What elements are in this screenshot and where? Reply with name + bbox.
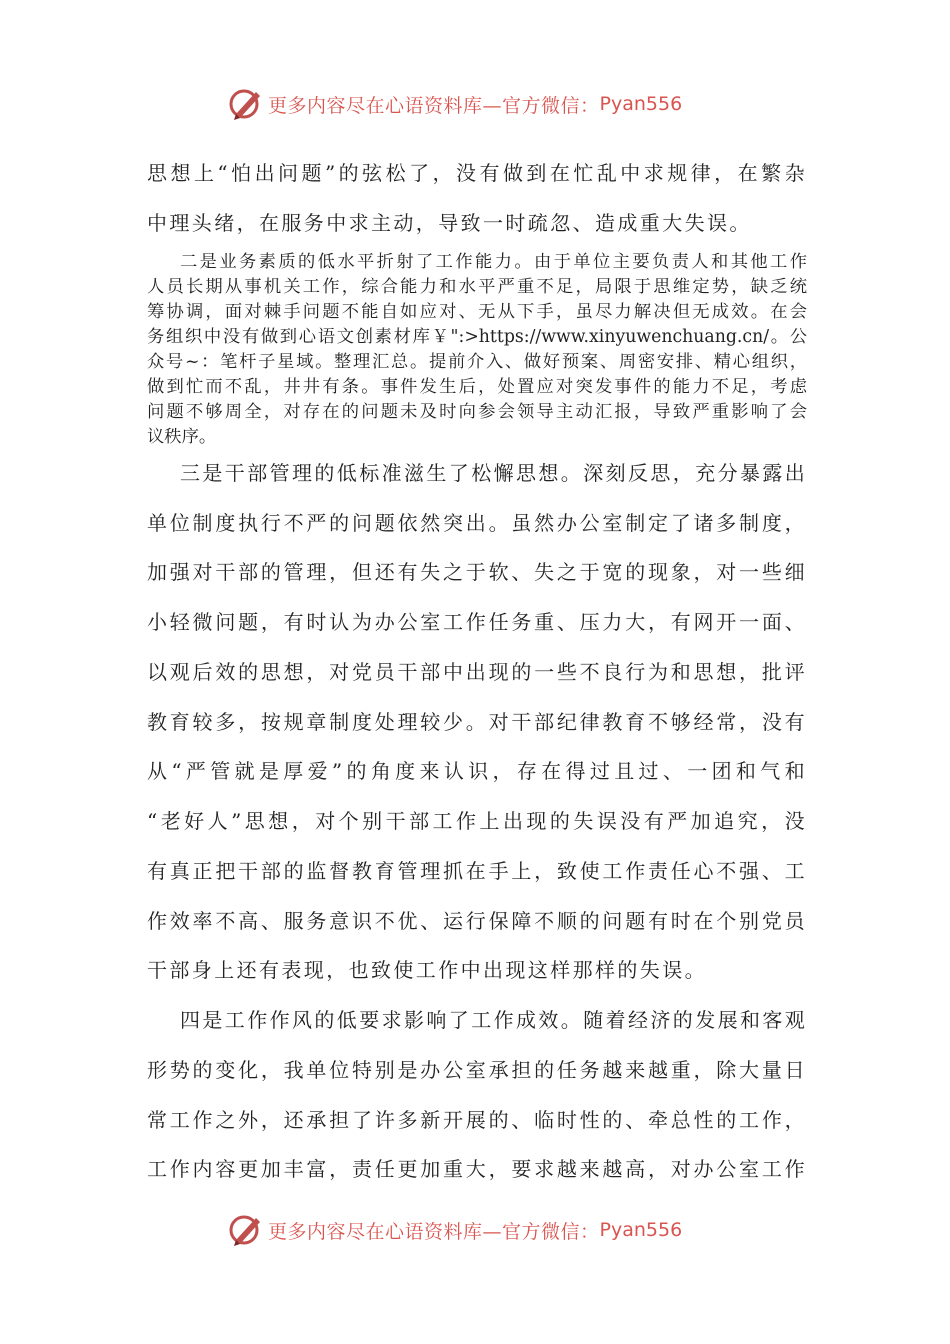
pen-logo-icon <box>226 1210 266 1250</box>
header-text: 更多内容尽在心语资料库—官方微信： <box>268 94 600 117</box>
p3-line-5: 以观后效的思想，对党员干部中出现的一些不良行为和思想，批评 <box>147 660 807 684</box>
p4-line-4: 工作内容更加丰富，责任更加重大，要求越来越高，对办公室工作 <box>147 1157 807 1181</box>
p2-line-4: 务组织中没有做到心语文创素材库￥":>https://www.xinyuwenchuang.cn/。公 <box>147 327 807 347</box>
p3-line-4: 小轻微问题，有时认为办公室工作任务重、压力大，有网开一面、 <box>147 610 807 634</box>
p3-line-8: “老好人”思想，对个别干部工作上出现的失误没有严加追究，没 <box>147 809 807 833</box>
p3-line-2: 单位制度执行不严的问题依然突出。虽然办公室制定了诸多制度， <box>147 511 807 535</box>
p2-line-3: 筹协调，面对棘手问题不能自如应对、无从下手，虽尽力解决但无成效。在会 <box>147 302 807 322</box>
p3-line-7: 从“严管就是厚爱”的角度来认识，存在得过且过、一团和气和 <box>147 759 807 783</box>
p3-line-6: 教育较多，按规章制度处理较少。对干部纪律教育不够经常，没有 <box>147 710 807 734</box>
footer-text: 更多内容尽在心语资料库—官方微信： <box>268 1220 600 1243</box>
header-wechat-id: Pyan556 <box>599 93 683 115</box>
header-banner <box>0 84 950 124</box>
p3-line-9: 有真正把干部的监督教育管理抓在手上，致使工作责任心不强、工 <box>147 859 807 883</box>
p4-line-1: 四是工作作风的低要求影响了工作成效。随着经济的发展和客观 <box>180 1008 808 1032</box>
pen-logo-icon <box>226 84 266 124</box>
p4-line-2: 形势的变化，我单位特别是办公室承担的任务越来越重，除大量日 <box>147 1058 807 1082</box>
p3-line-3: 加强对干部的管理，但还有失之于软、失之于宽的现象，对一些细 <box>147 560 807 584</box>
p3-line-1: 三是干部管理的低标准滋生了松懈思想。深刻反思，充分暴露出 <box>180 461 808 485</box>
p2-line-2: 人员长期从事机关工作，综合能力和水平严重不足，局限于思维定势，缺乏统 <box>147 277 807 297</box>
p1-line-1: 思想上“怕出问题”的弦松了，没有做到在忙乱中求规律，在繁杂 <box>147 161 807 185</box>
p2-line-8: 议秩序。 <box>147 427 217 447</box>
p3-line-11: 干部身上还有表现，也致使工作中出现这样那样的失误。 <box>147 958 707 982</box>
p2-line-6: 做到忙而不乱，井井有条。事件发生后，处置应对突发事件的能力不足，考虑 <box>147 377 807 397</box>
p4-line-3: 常工作之外，还承担了许多新开展的、临时性的、牵总性的工作， <box>147 1108 807 1132</box>
p2-line-1: 二是业务素质的低水平折射了工作能力。由于单位主要负责人和其他工作 <box>180 252 807 272</box>
p2-line-7: 问题不够周全，对存在的问题未及时向参会领导主动汇报，导致严重影响了会 <box>147 402 807 422</box>
p2-line-5: 众号~：笔杆子星域。整理汇总。提前介入、做好预案、周密安排、精心组织， <box>147 352 807 372</box>
p3-line-10: 作效率不高、服务意识不优、运行保障不顺的问题有时在个别党员 <box>147 909 807 933</box>
p1-line-2: 中理头绪，在服务中求主动，导致一时疏忽、造成重大失误。 <box>147 211 752 235</box>
footer-banner <box>0 1210 950 1250</box>
footer-wechat-id: Pyan556 <box>599 1219 683 1241</box>
